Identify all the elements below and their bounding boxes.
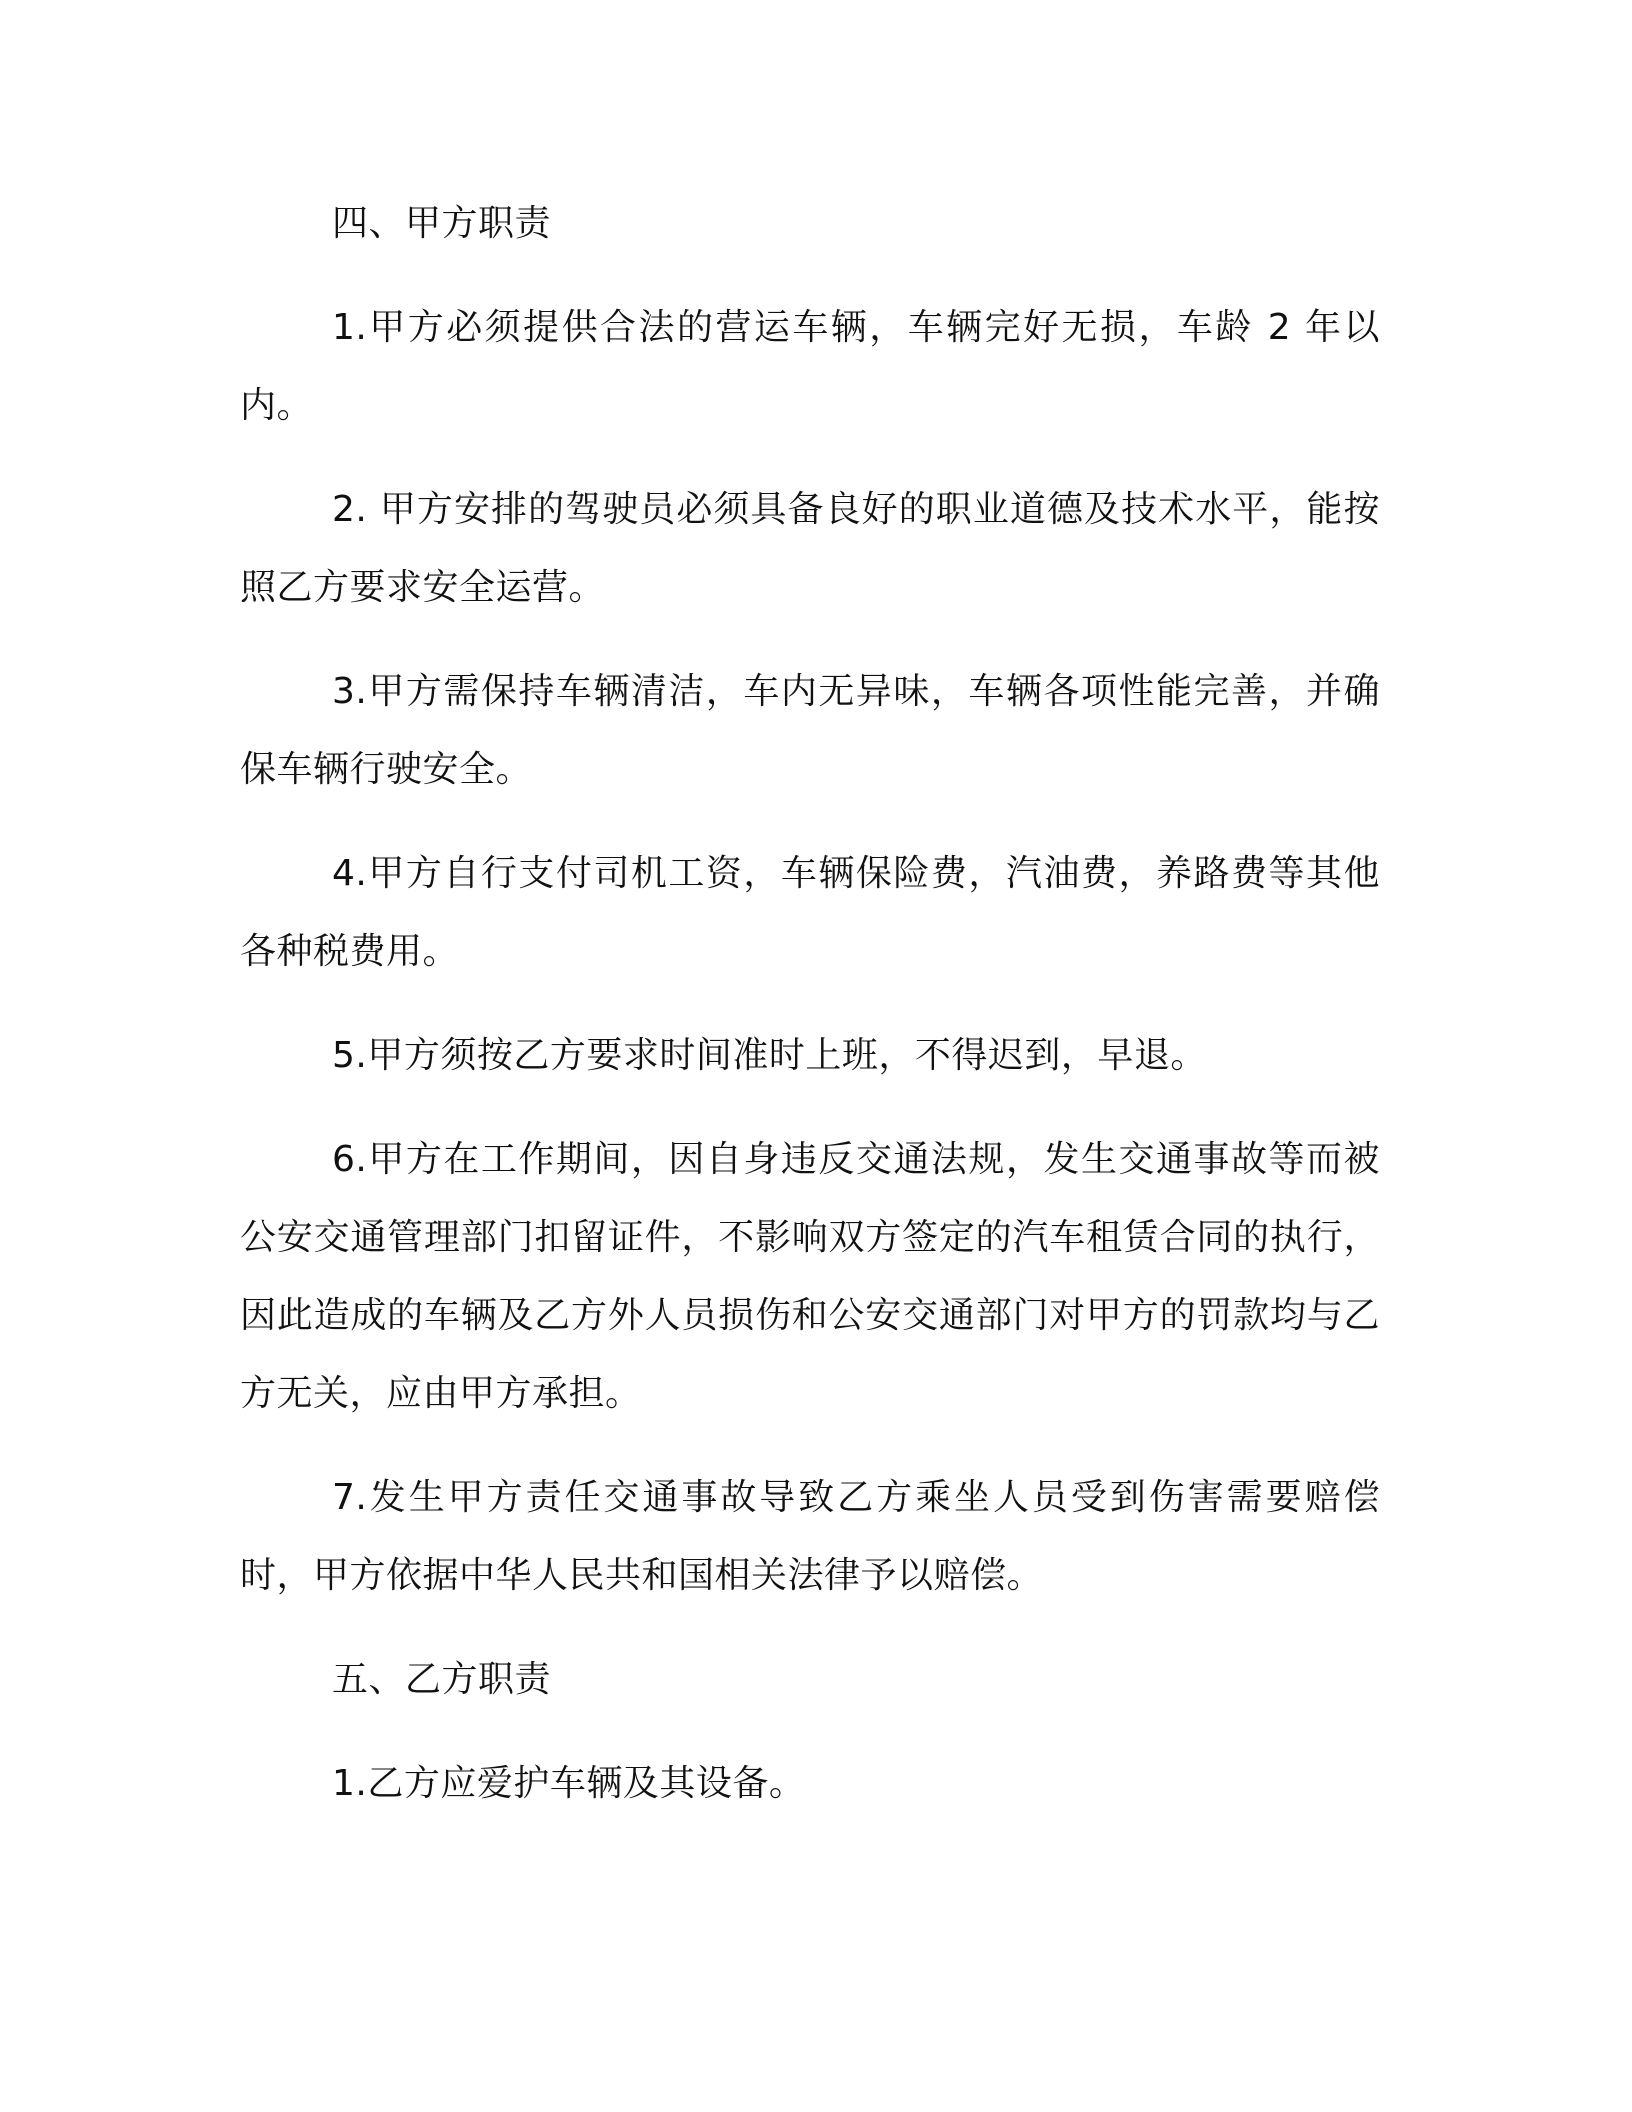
clause-4-4: 4.甲方自行支付司机工资，车辆保险费，汽油费，养路费等其他各种税费用。 — [240, 853, 1380, 972]
section-heading-4: 四、甲方职责 — [332, 203, 552, 244]
clause-4-7: 7.发生甲方责任交通事故导致乙方乘坐人员受到伤害需要赔偿时，甲方依据中华人民共和国相关法律予以赔偿。 — [240, 1477, 1380, 1596]
clause-4-5: 5.甲方须按乙方要求时间准时上班，不得迟到，早退。 — [332, 1035, 1207, 1076]
clause-4-3: 3.甲方需保持车辆清洁，车内无异味，车辆各项性能完善，并确保车辆行驶安全。 — [240, 671, 1380, 790]
clause-4-2: 2. 甲方安排的驾驶员必须具备良好的职业道德及技术水平，能按照乙方要求安全运营。 — [240, 489, 1380, 608]
clause-5-1: 1.乙方应爱护车辆及其设备。 — [332, 1763, 806, 1804]
clause-4-1: 1.甲方必须提供合法的营运车辆，车辆完好无损，车龄 2 年以内。 — [240, 307, 1380, 426]
document-body — [240, 185, 1380, 1849]
section-heading-5: 五、乙方职责 — [332, 1659, 552, 1700]
clause-4-6: 6.甲方在工作期间，因自身违反交通法规，发生交通事故等而被公安交通管理部门扣留证件，不影响双方签定的汽车租赁合同的执行，因此造成的车辆及乙方外人员损伤和公安交通部门对甲方的罚款均与乙方无关，应由甲方承担。 — [240, 1139, 1380, 1414]
